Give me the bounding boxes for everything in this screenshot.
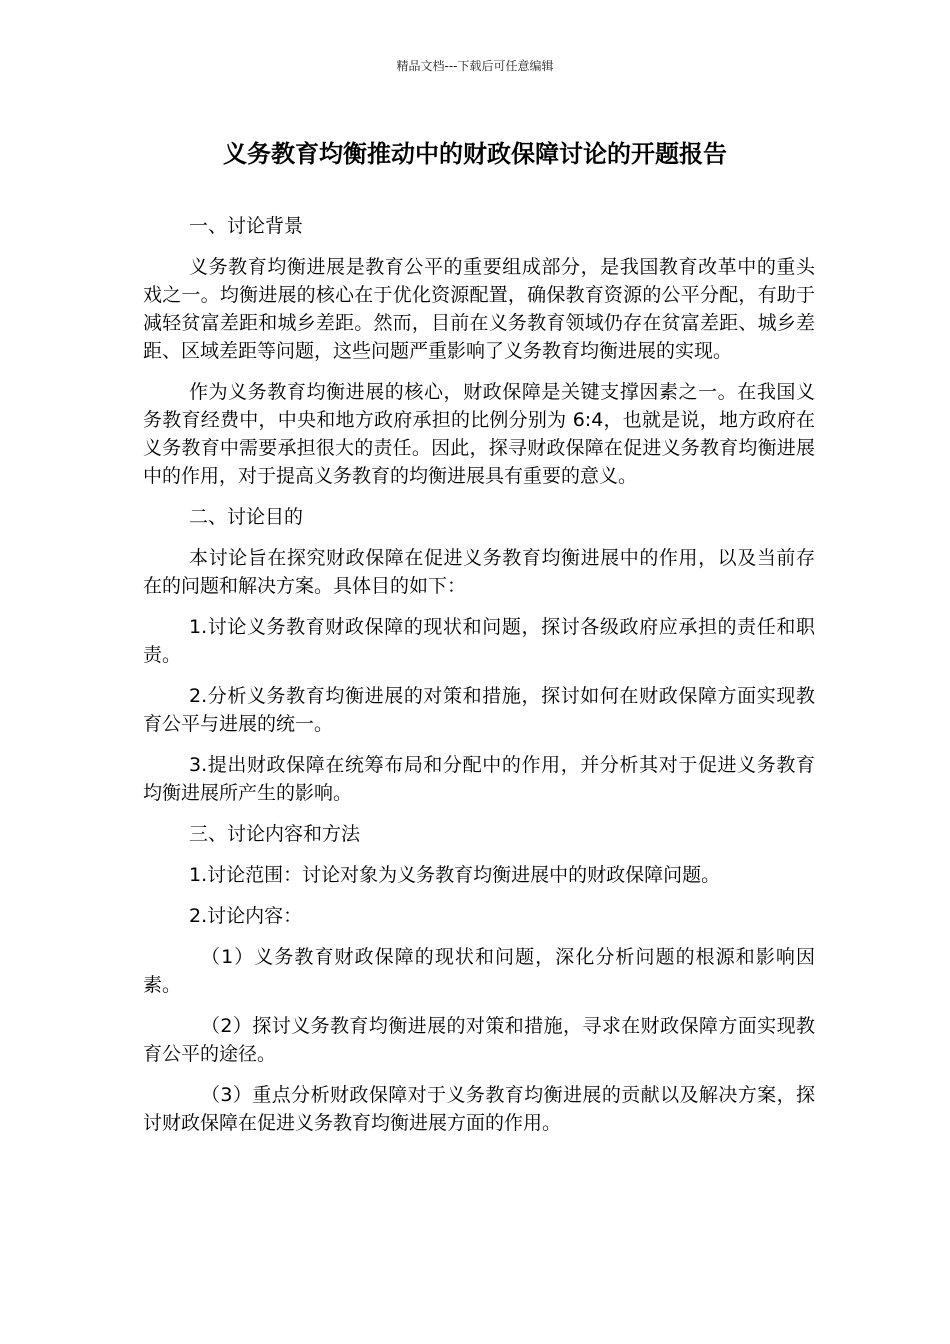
paragraph-background-2: 作为义务教育均衡进展的核心，财政保障是关键支撑因素之一。在我国义务教育经费中，中央和地方政府承担的比例分别为 6:4，也就是说，地方政府在义务教育中需要承担很大的责任。因此，探寻财政保障在促进义务教育均衡进展中的作用，对于提高义务教育的均衡进展具有重要的意义。 xyxy=(143,381,815,487)
section-heading-content-method: 三、讨论内容和方法 xyxy=(189,823,361,845)
paragraph-purpose-intro: 本讨论旨在探究财政保障在促进义务教育均衡进展中的作用，以及当前存在的问题和解决方案。具体目的如下： xyxy=(143,547,815,597)
sub-item-content-2: （2）探讨义务教育均衡进展的对策和措施，寻求在财政保障方面实现教育公平的途径。 xyxy=(143,1015,815,1065)
page-header-note: 精品文档---下载后可任意编辑 xyxy=(396,59,554,73)
list-item-scope: 1.讨论范围：讨论对象为义务教育均衡进展中的财政保障问题。 xyxy=(189,864,721,886)
section-heading-background: 一、讨论背景 xyxy=(189,215,304,237)
sub-item-content-3: （3）重点分析财政保障对于义务教育均衡进展的贡献以及解决方案，探讨财政保障在促进义务教育均衡进展方面的作用。 xyxy=(143,1084,815,1134)
list-item-purpose-3: 3.提出财政保障在统筹布局和分配中的作用，并分析其对于促进义务教育均衡进展所产生的影响。 xyxy=(143,754,815,804)
list-item-purpose-1: 1.讨论义务教育财政保障的现状和问题，探讨各级政府应承担的责任和职责。 xyxy=(143,616,815,666)
section-heading-purpose: 二、讨论目的 xyxy=(189,506,304,528)
list-item-purpose-2: 2.分析义务教育均衡进展的对策和措施，探讨如何在财政保障方面实现教育公平与进展的统一。 xyxy=(143,685,815,735)
list-item-content: 2.讨论内容： xyxy=(189,905,303,927)
document-body xyxy=(143,212,815,1150)
sub-item-content-1: （1）义务教育财政保障的现状和问题，深化分析问题的根源和影响因素。 xyxy=(143,946,815,996)
document-title: 义务教育均衡推动中的财政保障讨论的开题报告 xyxy=(223,140,727,168)
paragraph-background-1: 义务教育均衡进展是教育公平的重要组成部分，是我国教育改革中的重头戏之一。均衡进展的核心在于优化资源配置，确保教育资源的公平分配，有助于减轻贫富差距和城乡差距。然而，目前在义务教育领域仍存在贫富差距、城乡差距、区域差距等问题，这些问题严重影响了义务教育均衡进展的实现。 xyxy=(143,256,815,362)
